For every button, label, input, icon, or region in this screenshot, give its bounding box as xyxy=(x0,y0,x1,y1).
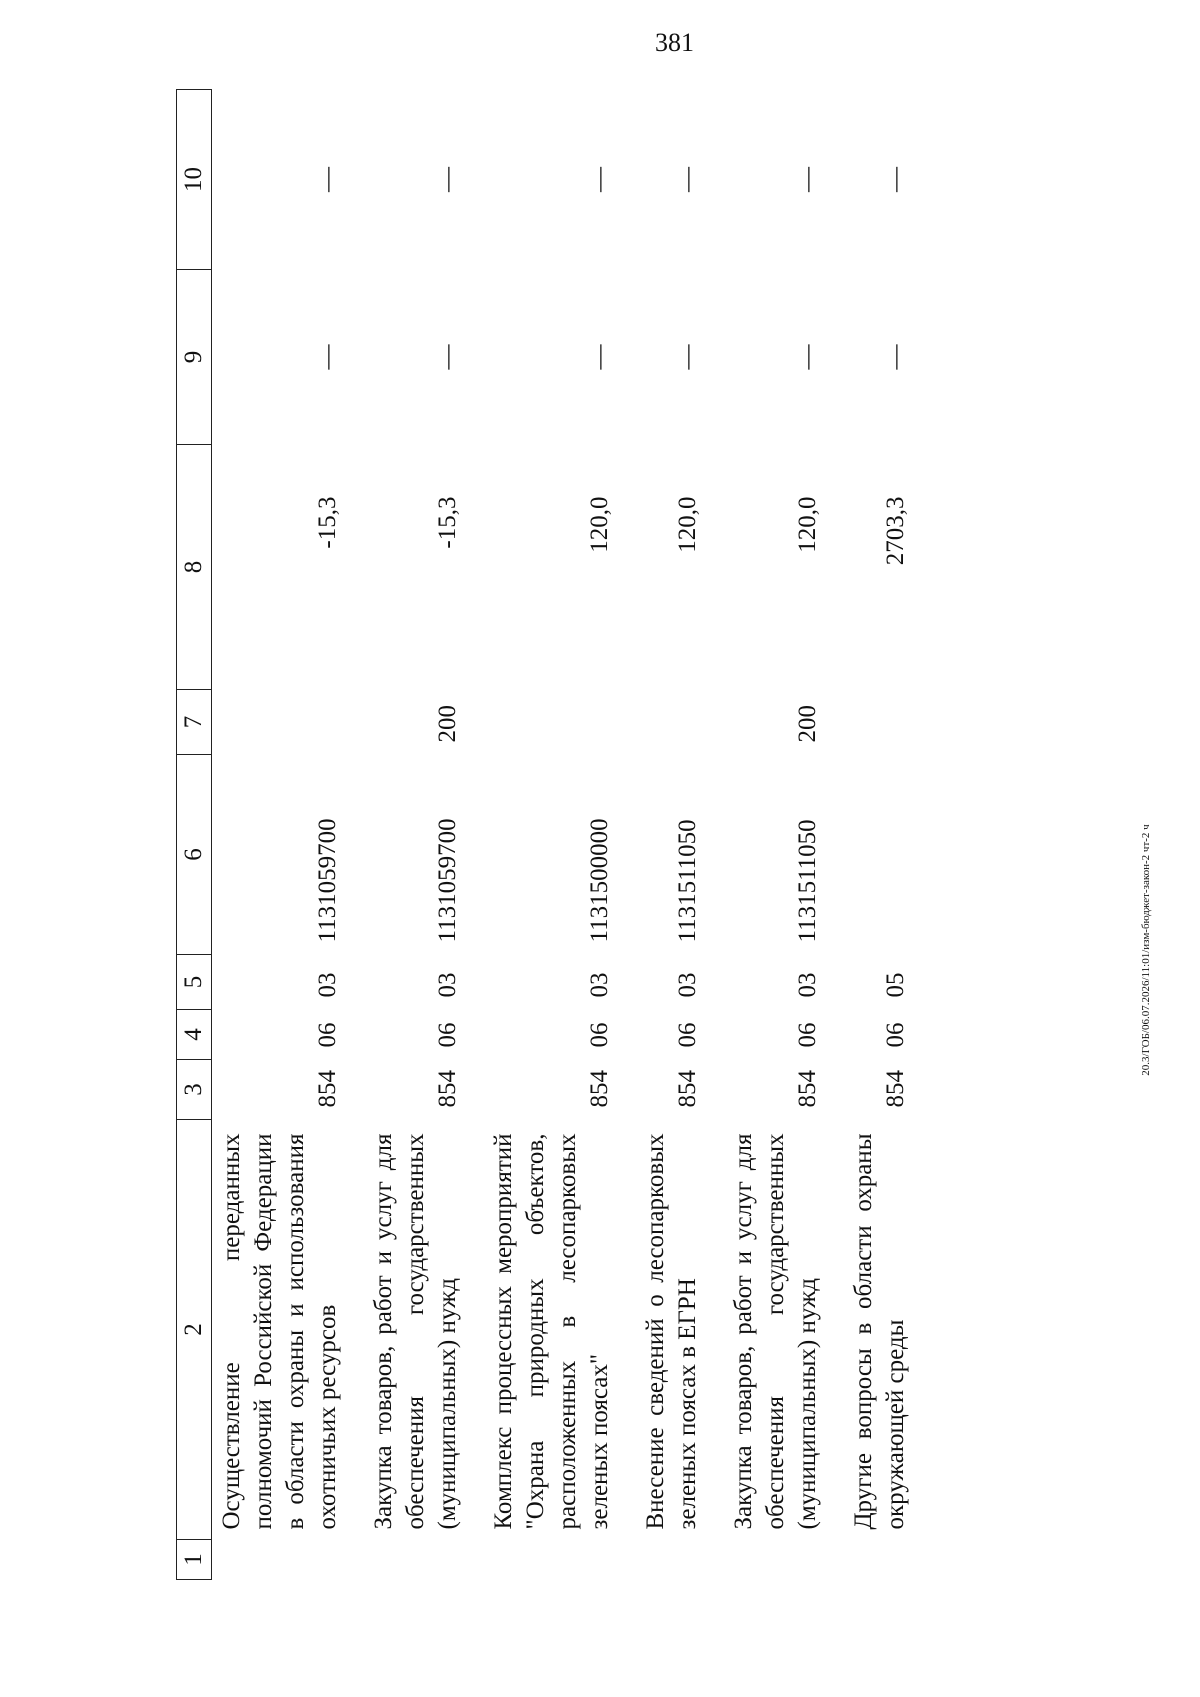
section-code-cell: 06 xyxy=(674,1022,701,1048)
header-row xyxy=(177,90,212,1580)
amount-year2-cell: — xyxy=(314,344,341,370)
page-number: 381 xyxy=(655,28,694,57)
amount-cell: 120,0 xyxy=(794,496,821,553)
amount-cell: -15,3 xyxy=(434,496,461,549)
row-number-cell xyxy=(464,1540,616,1580)
ministry-code-cell: 854 xyxy=(882,1070,909,1108)
table-row xyxy=(616,90,704,1580)
target-article-cell: 1131059700 xyxy=(314,818,341,943)
item-name-cell: Осуществление переданных полномочий Российской Федерации в области охраны и использования охотничьих ресурсов xyxy=(218,1133,341,1530)
document-footer-code: 20.3/ГОБ/06.07.2026/11:01/изм-бюджет-закон-2 чт-2 ч xyxy=(1140,824,1152,1076)
ministry-code-cell: 854 xyxy=(434,1070,461,1108)
ministry-code-cell: 854 xyxy=(314,1070,341,1108)
column-header-6: 6 xyxy=(177,755,212,955)
subsection-code-cell: 03 xyxy=(434,972,461,998)
section-code-cell: 06 xyxy=(434,1022,461,1048)
ministry-code-cell: 854 xyxy=(586,1070,613,1108)
amount-year2-cell: — xyxy=(882,344,909,370)
column-header-5: 5 xyxy=(177,955,212,1010)
column-header-7: 7 xyxy=(177,690,212,755)
amount-year3-cell: — xyxy=(882,167,909,192)
budget-table xyxy=(176,89,912,1580)
target-article-cell: 1131059700 xyxy=(434,818,461,943)
row-number-cell xyxy=(212,1540,345,1580)
item-name-cell: Внесение сведений о лесопарковых зеленых поясах в ЕГРН xyxy=(642,1133,701,1530)
subsection-code-cell: 03 xyxy=(314,972,341,998)
column-header-10: 10 xyxy=(177,90,212,270)
amount-year3-cell: — xyxy=(434,167,461,192)
subsection-code-cell: 03 xyxy=(586,972,613,998)
amount-year3-cell: — xyxy=(794,167,821,192)
target-article-cell: 1131511050 xyxy=(794,819,821,943)
column-header-2: 2 xyxy=(177,1120,212,1540)
table-row xyxy=(464,90,616,1580)
amount-cell: 120,0 xyxy=(674,496,701,553)
expense-type-cell xyxy=(616,690,704,755)
ministry-code-cell: 854 xyxy=(674,1070,701,1108)
section-code-cell: 06 xyxy=(794,1022,821,1048)
column-header-9: 9 xyxy=(177,270,212,445)
amount-year2-cell: — xyxy=(586,344,613,370)
amount-year3-cell: — xyxy=(674,167,701,192)
amount-cell: 120,0 xyxy=(586,496,613,553)
expense-type-cell xyxy=(464,690,616,755)
budget-table-sheet xyxy=(176,90,1076,1580)
amount-cell: -15,3 xyxy=(314,496,341,549)
amount-year2-cell: — xyxy=(434,344,461,370)
amount-year2-cell: — xyxy=(674,344,701,370)
amount-cell: 2703,3 xyxy=(882,496,909,566)
column-header-8: 8 xyxy=(177,445,212,690)
amount-year3-cell: — xyxy=(314,167,341,192)
row-number-cell xyxy=(824,1540,912,1580)
amount-year3-cell: — xyxy=(586,167,613,192)
ministry-code-cell: 854 xyxy=(794,1070,821,1108)
item-name-cell: Закупка товаров, работ и услуг для обеспечения государственных (муниципальных) нужд xyxy=(370,1133,461,1530)
table-row xyxy=(212,90,345,1580)
column-header-3: 3 xyxy=(177,1060,212,1120)
section-code-cell: 06 xyxy=(882,1022,909,1048)
subsection-code-cell: 03 xyxy=(794,972,821,998)
target-article-cell: 1131511050 xyxy=(674,819,701,943)
subsection-code-cell: 05 xyxy=(882,972,909,998)
table-row xyxy=(824,90,912,1580)
section-code-cell: 06 xyxy=(314,1022,341,1048)
item-name-cell: Другие вопросы в области охраны окружающей среды xyxy=(850,1133,909,1530)
row-number-cell xyxy=(344,1540,464,1580)
subsection-code-cell: 03 xyxy=(674,972,701,998)
expense-type-cell: 200 xyxy=(434,705,461,743)
expense-type-cell xyxy=(824,690,912,755)
table-row xyxy=(344,90,464,1580)
target-article-cell xyxy=(824,755,912,955)
column-header-1: 1 xyxy=(177,1540,212,1580)
item-name-cell: Закупка товаров, работ и услуг для обеспечения государственных (муниципальных) нужд xyxy=(730,1133,821,1530)
section-code-cell: 06 xyxy=(586,1022,613,1048)
target-article-cell: 1131500000 xyxy=(586,818,613,943)
row-number-cell xyxy=(616,1540,704,1580)
table-row xyxy=(704,90,824,1580)
column-header-4: 4 xyxy=(177,1010,212,1060)
amount-year2-cell: — xyxy=(794,344,821,370)
row-number-cell xyxy=(704,1540,824,1580)
expense-type-cell xyxy=(212,690,345,755)
item-name-cell: Комплекс процессных мероприятий "Охрана природных объектов, расположенных в лесопарковых зеленых поясах" xyxy=(490,1133,613,1530)
expense-type-cell: 200 xyxy=(794,705,821,743)
